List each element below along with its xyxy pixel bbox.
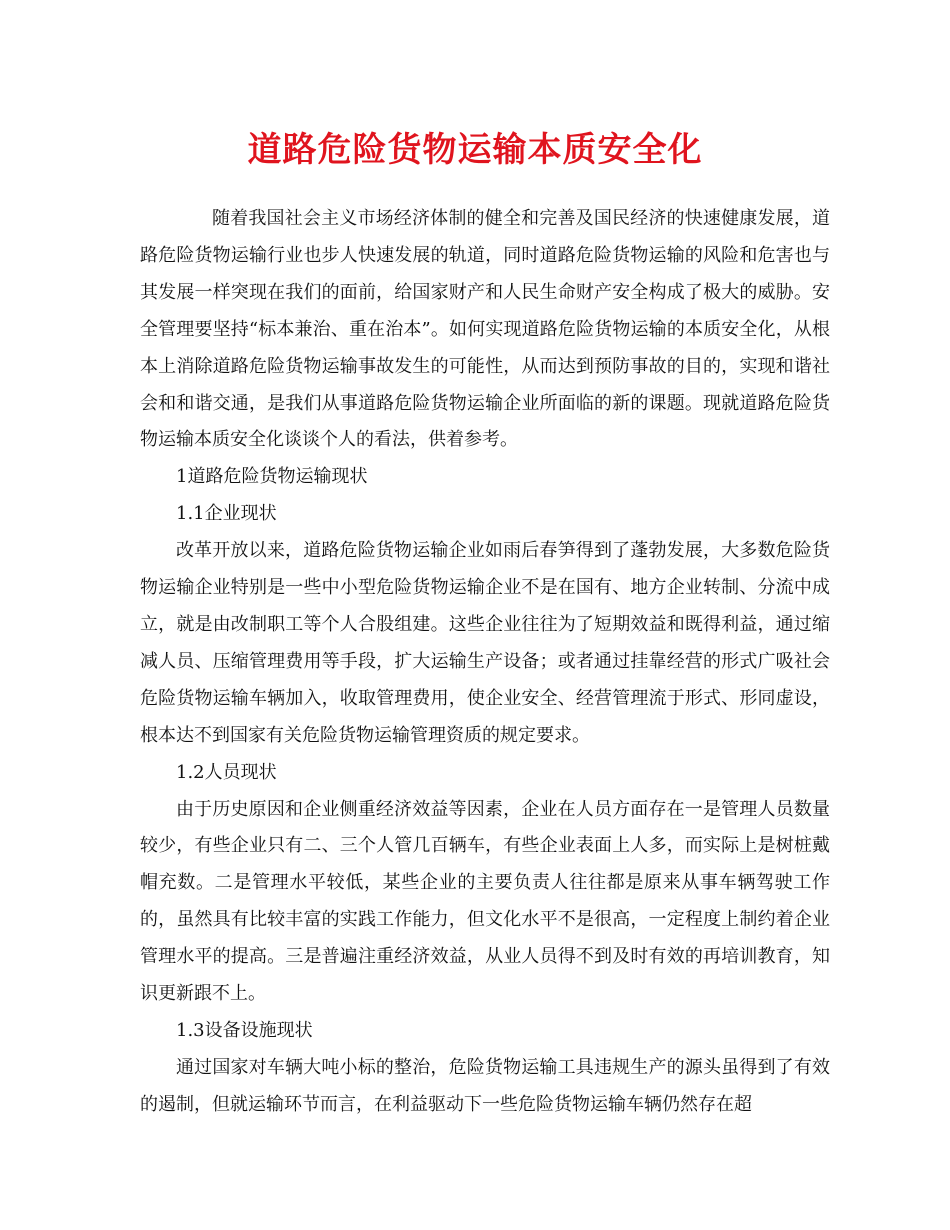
- subsection-1-2-paragraph: 由于历史原因和企业侧重经济效益等因素，企业在人员方面存在一是管理人员数量较少，有些企业只有二、三个人管几百辆车，有些企业表面上人多，而实际上是树桩戴帽充数。二是管理水平较低，某些企业的主要负责人往往都是原来从事车辆驾驶工作的，虽然具有比较丰富的实践工作能力，但文化水平不是很高，一定程度上制约着企业管理水平的提高。三是普遍注重经济效益，从业人员得不到及时有效的再培训教育，知识更新跟不上。: [140, 798, 830, 1005]
- subsection-1-1-paragraph: 改革开放以来，道路危险货物运输企业如雨后春笋得到了蓬勃发展，大多数危险货物运输企业特别是一些中小型危险货物运输企业不是在国有、地方企业转制、分流中成立，就是由改制职工等个人合股组建。这些企业往往为了短期效益和既得利益，通过缩减人员、压缩管理费用等手段，扩大运输生产设备；或者通过挂靠经营的形式广吸社会危险货物运输车辆加入，收取管理费用，使企业安全、经营管理流于形式、形同虚设，根本达不到国家有关危险货物运输管理资质的规定要求。: [140, 540, 830, 746]
- intro-paragraph: 随着我国社会主义市场经济体制的健全和完善及国民经济的快速健康发展，道路危险货物运输行业也步人快速发展的轨道，同时道路危险货物运输的风险和危害也与其发展一样突现在我们的面前，给国家财产和人民生命财产安全构成了极大的威胁。安全管理要坚持“标本兼治、重在治本”。如何实现道路危险货物运输的本质安全化，从根本上消除道路危险货物运输事故发生的可能性，从而达到预防事故的目的，实现和谐社会和和谐交通，是我们从事道路危险货物运输企业所面临的新的课题。现就道路危险货物运输本质安全化谈谈个人的看法，供着参考。: [140, 208, 830, 451]
- document-body: [140, 201, 830, 1124]
- section-1-heading: 1道路危险货物运输现状: [176, 466, 368, 488]
- subsection-1-2-heading: 1.2人员现状: [176, 761, 277, 783]
- subsection-1-1-heading: 1.1企业现状: [176, 503, 277, 525]
- document-title: 道路危险货物运输本质安全化: [247, 130, 703, 170]
- subsection-1-3-paragraph: 通过国家对车辆大吨小标的整治，危险货物运输工具违规生产的源头虽得到了有效的遏制，但就运输环节而言，在利益驱动下一些危险货物运输车辆仍然存在超: [140, 1056, 830, 1115]
- subsection-1-3-heading: 1.3设备设施现状: [176, 1019, 313, 1041]
